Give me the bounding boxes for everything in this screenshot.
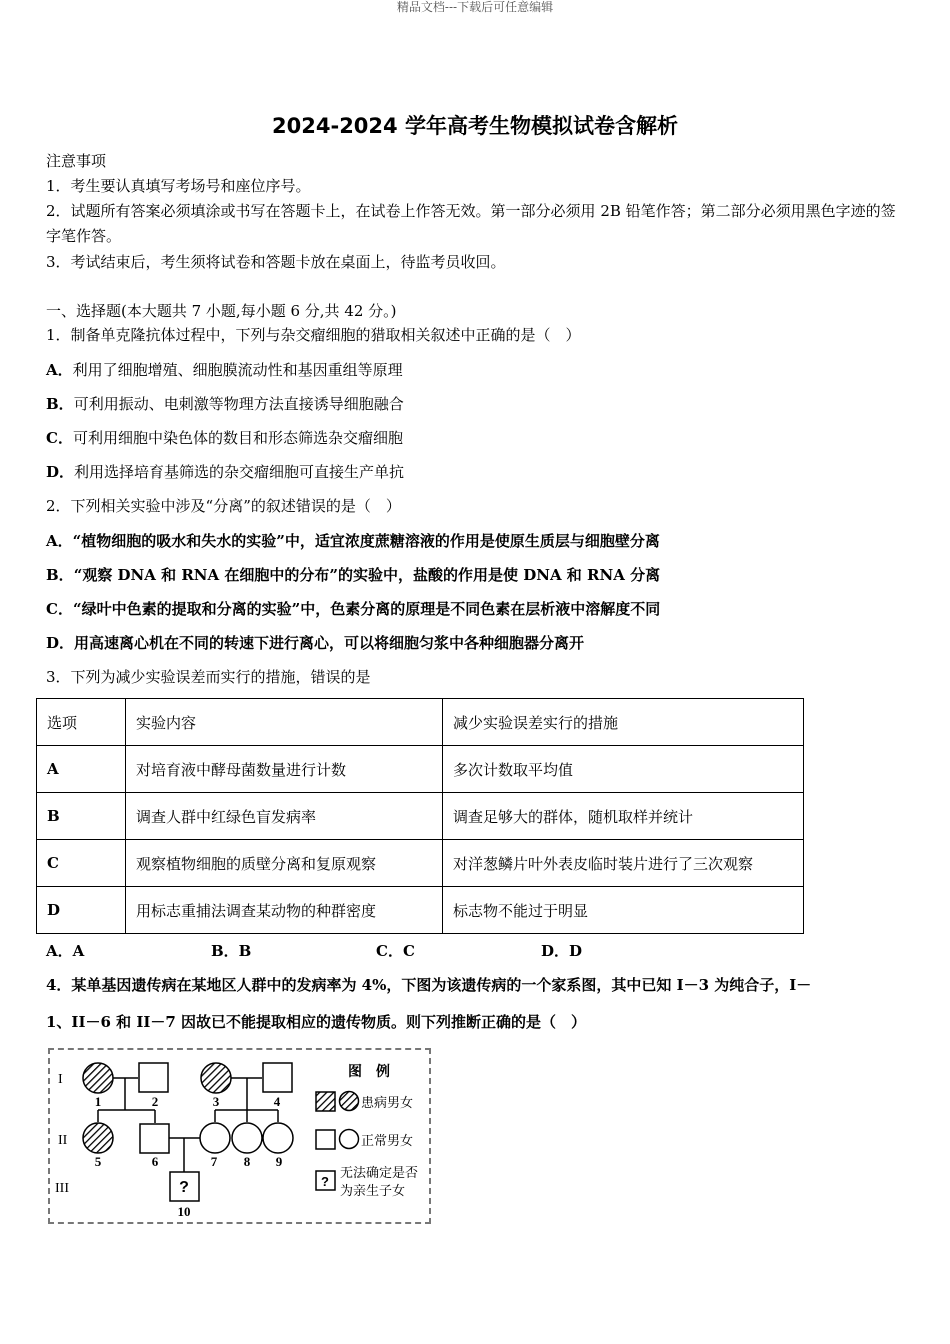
question-3-table — [36, 698, 804, 934]
table-cell: 观察植物细胞的质壁分离和复原观察 — [126, 840, 443, 887]
individual-number: 10 — [177, 1204, 191, 1219]
question-2-option-b — [46, 564, 660, 586]
individual-number: 5 — [94, 1154, 102, 1169]
option-letter: A． — [46, 532, 73, 550]
option-text: 利用了细胞增殖、细胞膜流动性和基因重组等原理 — [72, 361, 403, 379]
individual-8-normal-female — [232, 1123, 262, 1153]
legend-title: 图 例 — [348, 1063, 390, 1079]
option-text: 可利用振动、电刺激等物理方法直接诱导细胞融合 — [73, 395, 404, 413]
page-title: 2024-2024 学年高考生物模拟试卷含解析 — [272, 114, 678, 138]
option-text: “观察 DNA 和 RNA 在细胞中的分布”的实验中，盐酸的作用是使 DNA 和 RNA 分离 — [73, 566, 661, 584]
individual-7-normal-female — [200, 1123, 230, 1153]
table-cell: 标志物不能过于明显 — [443, 887, 804, 934]
legend-affected-male-icon — [316, 1092, 335, 1111]
question-2-stem: 2．下列相关实验中涉及“分离”的叙述错误的是（ ） — [46, 497, 401, 515]
question-4-stem-line2: 1、II－6 和 II－7 因故已不能提取相应的遗传物质。则下列推断正确的是（ ） — [46, 1013, 587, 1031]
notice-item: 1．考生要认真填写考场号和座位序号。 — [46, 177, 311, 195]
choice: C．C — [376, 942, 415, 960]
legend-normal-label: 正常男女 — [361, 1133, 414, 1148]
notice-heading: 注意事项 — [46, 152, 107, 170]
option-letter: B． — [46, 395, 74, 413]
individual-4-normal-male — [263, 1063, 292, 1092]
question-1-option-c — [46, 427, 403, 449]
legend-affected-label: 患病男女 — [361, 1095, 414, 1110]
question-1-option-d — [46, 461, 404, 483]
individual-1-affected-female — [83, 1063, 113, 1093]
unknown-mark: ? — [179, 1179, 189, 1196]
table-row — [37, 746, 804, 793]
option-letter: D． — [46, 463, 75, 481]
question-1-stem: 1．制备单克隆抗体过程中，下列与杂交瘤细胞的猎取相关叙述中正确的是（ ） — [46, 326, 581, 344]
table-row — [37, 840, 804, 887]
question-1-option-a — [46, 359, 403, 381]
option-letter: B． — [46, 566, 74, 584]
table-cell: 对培育液中酵母菌数量进行计数 — [126, 746, 443, 793]
legend-uncertain-label: 为亲生子女 — [340, 1183, 406, 1198]
table-cell: D — [37, 887, 126, 934]
table-header-cell: 实验内容 — [126, 699, 443, 746]
choice: D．D — [541, 942, 583, 960]
option-text: 利用选择培育基筛选的杂交瘤细胞可直接生产单抗 — [74, 463, 405, 481]
table-cell: 调查人群中红绿色盲发病率 — [126, 793, 443, 840]
individual-number: 3 — [212, 1094, 220, 1109]
individual-3-affected-female — [201, 1063, 231, 1093]
individual-number: 4 — [273, 1094, 281, 1109]
pedigree-svg — [50, 1050, 433, 1226]
individual-5-affected-female — [83, 1123, 113, 1153]
legend-normal-male-icon — [316, 1130, 335, 1149]
legend-unknown-mark: ? — [321, 1174, 329, 1189]
individual-number: 6 — [151, 1154, 159, 1169]
notice-item: 3．考试结束后，考生须将试卷和答题卡放在桌面上，待监考员收回。 — [46, 253, 506, 271]
table-cell: 多次计数取平均值 — [443, 746, 804, 793]
section-heading: 一、选择题(本大题共 7 小题,每小题 6 分,共 42 分。) — [46, 302, 397, 320]
question-1-option-b — [46, 393, 404, 415]
choice: B．B — [211, 942, 252, 960]
generation-label: III — [55, 1181, 69, 1196]
table-cell: C — [37, 840, 126, 887]
individual-2-normal-male — [139, 1063, 168, 1092]
table-header-cell: 减少实验误差实行的措施 — [443, 699, 804, 746]
individual-number: 1 — [94, 1094, 102, 1109]
pedigree-chart — [48, 1048, 431, 1224]
table-header-row — [37, 699, 804, 746]
notice-item: 2．试题所有答案必须填涂或书写在答题卡上，在试卷上作答无效。第一部分必须用 2B 铅笔作答；第二部分必须用黑色字迹的签字笔作答。 — [46, 202, 896, 245]
option-letter: C． — [46, 600, 73, 618]
table-row — [37, 887, 804, 934]
individual-9-normal-female — [263, 1123, 293, 1153]
individual-number: 8 — [243, 1154, 251, 1169]
table-row — [37, 793, 804, 840]
table-cell: 用标志重捕法调查某动物的种群密度 — [126, 887, 443, 934]
legend-uncertain-label: 无法确定是否 — [340, 1165, 419, 1180]
generation-label: II — [58, 1133, 68, 1148]
legend-affected-female-icon — [340, 1092, 359, 1111]
question-2-option-c — [46, 598, 660, 620]
question-2-option-a — [46, 530, 660, 552]
question-2-option-d — [46, 632, 584, 654]
legend-normal-female-icon — [340, 1130, 359, 1149]
table-cell: 对洋葱鳞片叶外表皮临时装片进行了三次观察 — [443, 840, 804, 887]
choice: A．A — [46, 942, 85, 960]
table-cell: B — [37, 793, 126, 840]
option-text: 用高速离心机在不同的转速下进行离心，可以将细胞匀浆中各种细胞器分离开 — [74, 634, 585, 652]
question-4-stem-line1: 4．某单基因遗传病在某地区人群中的发病率为 4%，下图为该遗传病的一个家系图，其中已知 I－3 为纯合子，I－ — [46, 976, 812, 994]
header-note: 精品文档---下载后可任意编辑 — [396, 0, 554, 14]
table-header-cell: 选项 — [37, 699, 126, 746]
individual-6-normal-male — [140, 1124, 169, 1153]
table-cell: A — [37, 746, 126, 793]
question-3-stem: 3．下列为减少实验误差而实行的措施，错误的是 — [46, 668, 371, 686]
individual-number: 7 — [210, 1154, 218, 1169]
table-cell: 调查足够大的群体，随机取样并统计 — [443, 793, 804, 840]
option-letter: A． — [46, 361, 73, 379]
option-text: “绿叶中色素的提取和分离的实验”中，色素分离的原理是不同色素在层析液中溶解度不同 — [72, 600, 661, 618]
option-text: 可利用细胞中染色体的数目和形态筛选杂交瘤细胞 — [72, 429, 403, 447]
option-letter: D． — [46, 634, 75, 652]
option-text: “植物细胞的吸水和失水的实验”中，适宜浓度蔗糖溶液的作用是使原生质层与细胞壁分离 — [72, 532, 660, 550]
generation-label: I — [58, 1072, 63, 1087]
option-letter: C． — [46, 429, 73, 447]
individual-number: 2 — [151, 1094, 159, 1109]
individual-number: 9 — [275, 1154, 283, 1169]
